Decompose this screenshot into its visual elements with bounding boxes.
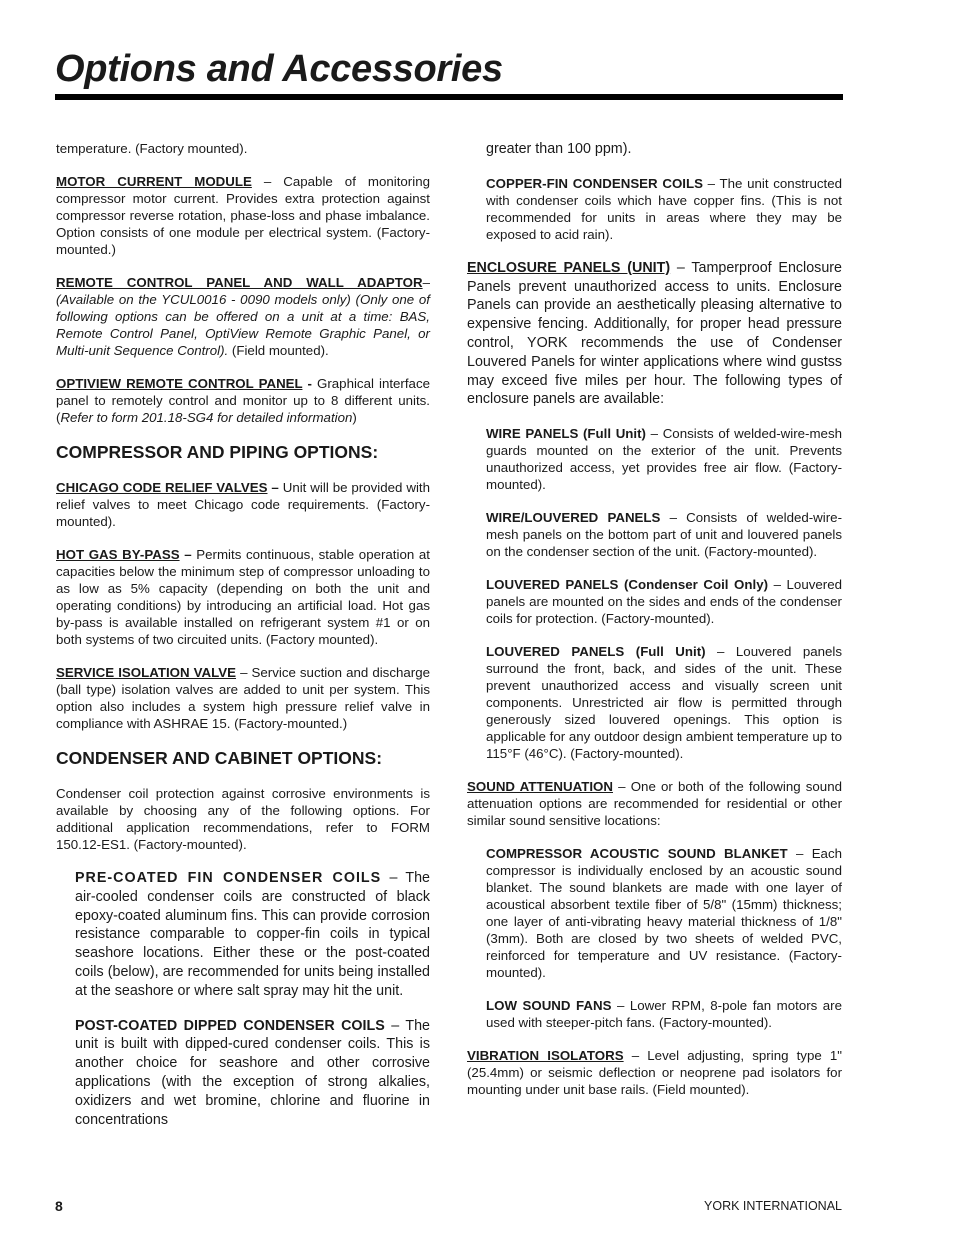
- low-sound-fans-text: – Lower RPM, 8-pole fan motors are used with steeper-pitch fans. (Factory-mounted).: [486, 998, 842, 1031]
- page-number: 8: [55, 1198, 63, 1214]
- service-isolation-text: – Service suction and discharge (ball type) isolation valves are added to unit per system. This option also includes a system high pressure relief valve in compliance with ASHRAE 15. (Factory-mounted.): [56, 665, 430, 731]
- title-rule: [55, 94, 843, 100]
- sound-attenuation-text: – One or both of the following sound attenuation options are recommended for residential or other similar sound sensitive locations:: [467, 779, 842, 829]
- optiview-reference: Refer to form 201.18-SG4 for detailed information: [60, 410, 353, 425]
- post-coated-coils-paragraph: [75, 1017, 430, 1130]
- vibration-isolators-text: – Level adjusting, spring type 1" (25.4mm) or seismic deflection or neoprene pad isolators for mounting under unit base rails. (Field mounted).: [467, 1048, 842, 1098]
- remote-control-panel-note: (Available on the YCUL0016 - 0090 models only) (Only one of following options can be offered on a unit at a time: BAS, Remote Control Panel, OptiView Remote Graphic Panel, or Multi-unit Sequence Control).: [56, 292, 430, 358]
- louvered-full-text: – Louvered panels surround the front, back, and sides of the unit. These prevent unauthorized access and visually screen unit components. Unrestricted air flow is permitted through generously sized louvered openings. This option is applicable for any outdoor design ambient temperature up to 115°F (46°C). (Factory-mounted).: [486, 644, 843, 762]
- service-isolation-heading: SERVICE ISOLATION VALVE: [56, 665, 237, 680]
- louvered-coil-text: – Louvered panels are mounted on the sides and ends of the condenser coils for protection. (Factory-mounted).: [486, 577, 842, 627]
- post-coated-coils-text: – The unit is built with dipped-cured condenser coils. This is another choice for seashore and other corrosive applications (with the exception of strong alkalies, oxidizers and wet bromine, chlorine and fluorine in concentrations: [75, 1017, 430, 1128]
- compressor-piping-section-heading: COMPRESSOR AND PIPING OPTIONS:: [56, 442, 379, 462]
- remote-control-panel-text: (Field mounted).: [228, 343, 329, 358]
- wire-louvered-text: – Consists of welded-wire-mesh panels on the bottom part of unit and louvered panels on the condenser section of the unit. (Factory-mounted).: [486, 510, 842, 560]
- remote-control-panel-heading: REMOTE CONTROL PANEL AND WALL ADAPTOR: [56, 275, 423, 290]
- optiview-text: Graphical interface panel to remotely control and monitor up to 8 different units. (: [56, 376, 430, 425]
- enclosure-panels-text: – Tamperproof Enclosure Panels prevent unauthorized access to units. Enclosure Panels can provide an aesthetically pleasing alternative to expensive fencing. Additionally, for proper head pressure control, YORK recommends the use of Condenser Louvered Panels for winter applications where wind gustss may exceed five miles per hour. The following types of enclosure panels are available:: [467, 259, 842, 408]
- remote-control-panel-dash: –: [422, 275, 430, 290]
- sound-blanket-heading: COMPRESSOR ACOUSTIC SOUND BLANKET: [486, 846, 788, 862]
- condenser-cabinet-section-heading: CONDENSER AND CABINET OPTIONS:: [56, 748, 383, 768]
- service-isolation-paragraph: [56, 664, 430, 732]
- louvered-full-heading: LOUVERED PANELS (Full Unit): [486, 644, 706, 660]
- copper-fin-heading: COPPER-FIN CONDENSER COILS: [486, 175, 703, 191]
- footer-company: YORK INTERNATIONAL: [704, 1199, 842, 1213]
- right-column: [467, 140, 842, 1114]
- enclosure-panels-paragraph: [467, 259, 842, 409]
- louvered-coil-paragraph: [486, 576, 842, 627]
- wire-panels-heading: WIRE PANELS (Full Unit): [486, 426, 646, 442]
- continued-text-right: greater than 100 ppm).: [486, 141, 632, 157]
- louvered-full-paragraph: [486, 643, 842, 762]
- copper-fin-paragraph: [486, 175, 842, 243]
- hot-gas-bypass-heading: HOT GAS BY-PASS: [56, 547, 180, 562]
- enclosure-panels-heading: ENCLOSURE PANELS (UNIT): [467, 259, 671, 276]
- wire-panels-paragraph: [486, 425, 842, 493]
- sound-blanket-paragraph: [486, 845, 842, 981]
- optiview-heading: OPTIVIEW REMOTE CONTROL PANEL: [56, 376, 303, 391]
- louvered-coil-heading: LOUVERED PANELS (Condenser Coil Only): [486, 577, 769, 593]
- low-sound-fans-heading: LOW SOUND FANS: [486, 998, 612, 1014]
- optiview-separator: -: [302, 376, 318, 391]
- pre-coated-coils-text: – The air-cooled condenser coils are constructed of black epoxy-coated aluminum fins. This can provide corrosion resistance comparable to copper-fin coils in typical seashore locations. Either these or the post-coated coils (below), are recommended for units being installed at the seashore or where salt spray may hit the unit.: [75, 870, 430, 999]
- post-coated-coils-heading: POST-COATED DIPPED CONDENSER COILS: [75, 1017, 385, 1034]
- optiview-close: ): [352, 410, 357, 425]
- condenser-intro-paragraph: Condenser coil protection against corrosive environments is available by choosing any of the following options. For additional application recommendations, refer to FORM 150.12-ES1. (Factory-mounted).: [56, 786, 430, 852]
- wire-louvered-heading: WIRE/LOUVERED PANELS: [486, 510, 661, 526]
- motor-current-module-heading: MOTOR CURRENT MODULE: [56, 174, 252, 189]
- motor-current-module-text: – Capable of monitoring compressor motor current. Provides extra protection against compressor reverse rotation, phase-loss and phase imbalance. Option consists of one module per electrical system. (Factory-mounted.): [56, 174, 430, 257]
- sound-attenuation-heading: SOUND ATTENUATION: [467, 779, 613, 795]
- continued-text: temperature. (Factory mounted).: [56, 141, 248, 156]
- chicago-code-heading: CHICAGO CODE RELIEF VALVES: [56, 480, 268, 495]
- hot-gas-bypass-text: Permits continuous, stable operation at capacities below the minimum step of compressor unloading to as low as 5% capacity (depending on both the unit and operating conditions) by introducing an artificial load. Hot gas by-pass is available installed on refrigerant system #1 or on both systems of two circuited units. (Factory mounted).: [56, 547, 430, 647]
- chicago-code-separator: –: [267, 480, 283, 495]
- chicago-code-paragraph: [56, 479, 430, 530]
- vibration-isolators-paragraph: [467, 1047, 842, 1098]
- left-column: [56, 140, 430, 1145]
- wire-panels-text: – Consists of welded-wire-mesh guards mounted on the exterior of the unit. Prevents unauthorized access, yet provides free air flow. (Factory-mounted).: [486, 426, 842, 493]
- vibration-isolators-heading: VIBRATION ISOLATORS: [467, 1048, 624, 1064]
- wire-louvered-paragraph: [486, 509, 842, 560]
- optiview-paragraph: [56, 375, 430, 426]
- low-sound-fans-paragraph: [486, 997, 842, 1031]
- hot-gas-bypass-separator: –: [179, 547, 197, 562]
- pre-coated-coils-heading: PRE-COATED FIN CONDENSER COILS: [75, 870, 382, 886]
- page-title: Options and Accessories: [55, 48, 503, 90]
- sound-attenuation-paragraph: [467, 778, 842, 829]
- chicago-code-text: Unit will be provided with relief valves to meet Chicago code requirements. (Factory-mounted).: [56, 480, 430, 529]
- motor-current-module-paragraph: [56, 173, 430, 258]
- remote-control-panel-paragraph: [56, 274, 430, 359]
- sound-blanket-text: – Each compressor is individually enclosed by an acoustic sound blanket. The sound blankets are made with one layer of acoustical absorbent textile fiber of 5/8" (15mm) thickness; one layer of anti-vibrating heavy material thickness of 1/8" (3mm). Both are closed by two sheets of welded PVC, reinforced for temperature and UV resistance. (Factory-mounted).: [486, 846, 842, 981]
- pre-coated-coils-paragraph: [75, 869, 430, 1001]
- copper-fin-text: – The unit constructed with condenser coils which have copper fins. (This is not recommended for units in areas where they may be exposed to acid rain).: [486, 175, 842, 242]
- hot-gas-bypass-paragraph: [56, 546, 430, 648]
